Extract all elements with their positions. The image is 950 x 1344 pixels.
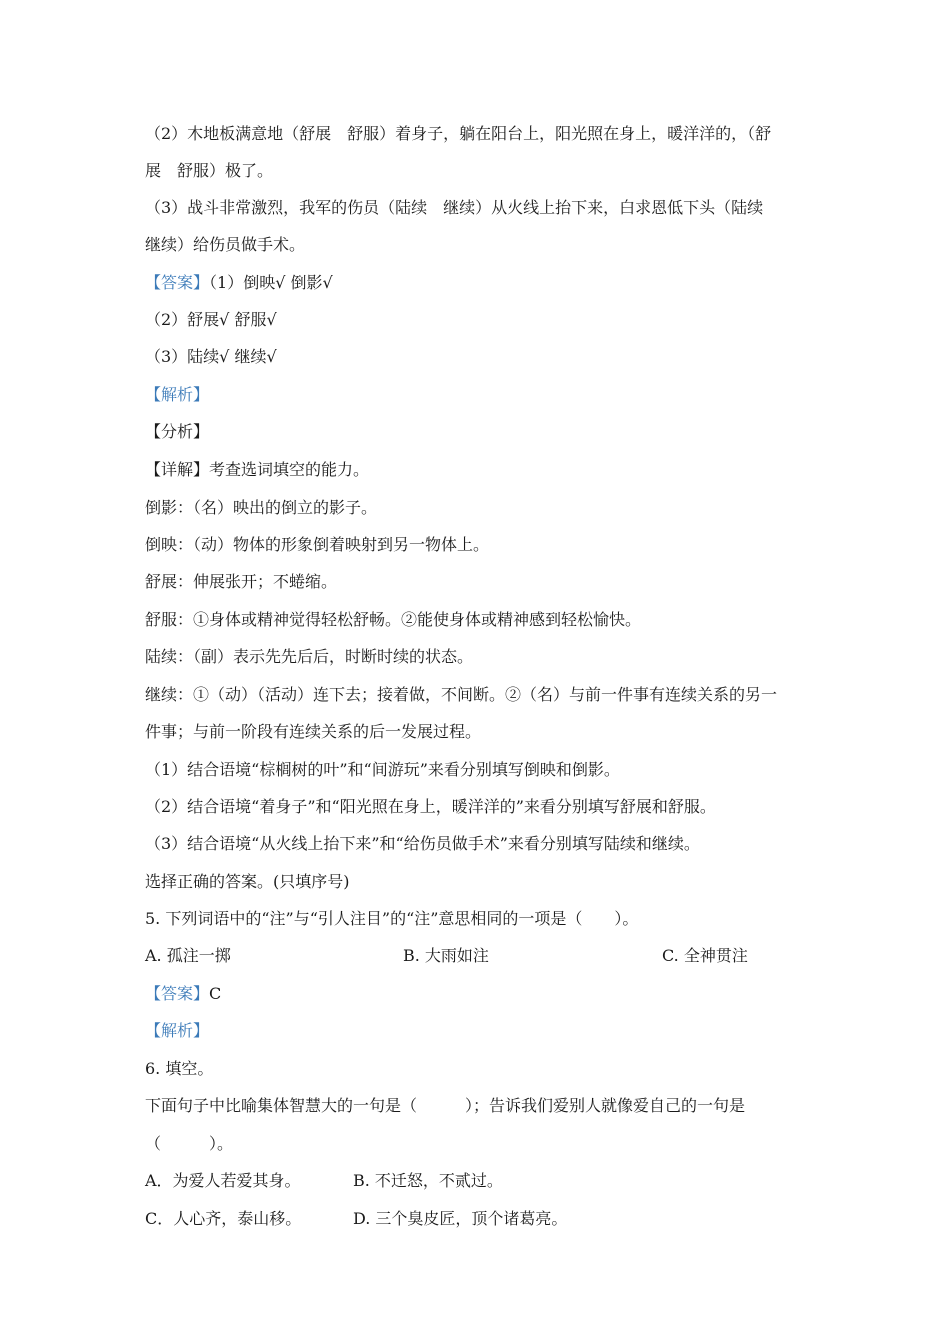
question-6-option-d: D. 三个臭皮匠，顶个诸葛亮。: [353, 1209, 568, 1228]
question-5-option-b: B. 大雨如注: [403, 946, 489, 965]
context-explanation-1: （1）结合语境“棕榈树的叶”和“间游玩”来看分别填写倒映和倒影。: [145, 760, 620, 779]
answer-line-1: [145, 273, 333, 293]
answer-1-text: （1）倒映√ 倒影√: [209, 273, 333, 292]
definition-daoying-shadow: 倒影：（名）映出的倒立的影子。: [145, 498, 378, 517]
question-5-stem: 5. 下列词语中的“注”与“引人注目”的“注”意思相同的一项是（ ）。: [145, 909, 639, 928]
question-part-2-line-2: 展 舒服）极了。: [145, 161, 274, 180]
definition-luxu: 陆续：（副）表示先先后后，时断时续的状态。: [145, 647, 474, 666]
question-5-analysis-tag: 【解析】: [145, 1021, 210, 1040]
question-part-2-line-1: （2）木地板满意地（舒展 舒服）着身子，躺在阳台上，阳光照在身上，暖洋洋的，（舒: [145, 124, 772, 143]
definition-jixu-line-1: 继续：①（动）（活动）连下去；接着做，不间断。②（名）与前一件事有连续关系的另一: [145, 685, 778, 704]
question-6-line-1: 下面句子中比喻集体智慧大的一句是（ ）；告诉我们爱别人就像爱自己的一句是: [145, 1096, 746, 1115]
answer-tag: 【答案】: [145, 984, 210, 1003]
question-6-option-b: B. 不迁怒，不贰过。: [353, 1171, 503, 1190]
question-5-option-c: C. 全神贯注: [662, 946, 748, 965]
section-heading: 选择正确的答案。(只填序号): [145, 872, 350, 891]
question-5-answer-value: C: [209, 984, 222, 1003]
detail-heading: 【详解】考查选词填空的能力。: [145, 460, 370, 479]
question-part-3-line-1: （3）战斗非常激烈，我军的伤员（陆续 继续）从火线上抬下来，白求恩低下头（陆续: [145, 198, 764, 217]
answer-line-3: （3）陆续√ 继续√: [145, 347, 277, 366]
fenxi-heading: 【分析】: [145, 422, 210, 441]
question-6-line-2: （ ）。: [145, 1134, 234, 1153]
question-5-option-a: A. 孤注一掷: [145, 946, 231, 965]
context-explanation-3: （3）结合语境“从火线上抬下来”和“给伤员做手术”来看分别填写陆续和继续。: [145, 834, 700, 853]
context-explanation-2: （2）结合语境“着身子”和“阳光照在身上，暖洋洋的”来看分别填写舒展和舒服。: [145, 797, 716, 816]
analysis-tag: 【解析】: [145, 385, 210, 404]
definition-shufu: 舒服：①身体或精神觉得轻松舒畅。②能使身体或精神感到轻松愉快。: [145, 610, 642, 629]
answer-tag: 【答案】: [145, 273, 210, 292]
question-5-answer-line: [145, 984, 221, 1004]
definition-jixu-line-2: 件事；与前一阶段有连续关系的后一发展过程。: [145, 722, 482, 741]
question-6-stem: 6. 填空。: [145, 1059, 214, 1078]
question-part-3-line-2: 继续）给伤员做手术。: [145, 235, 306, 254]
definition-shuzhan: 舒展：伸展张开；不蜷缩。: [145, 572, 338, 591]
question-6-option-a: A．为爱人若爱其身。: [145, 1171, 301, 1190]
definition-daoying-reflect: 倒映：（动）物体的形象倒着映射到另一物体上。: [145, 535, 490, 554]
answer-line-2: （2）舒展√ 舒服√: [145, 310, 277, 329]
question-6-option-c: C．人心齐，泰山移。: [145, 1209, 302, 1228]
